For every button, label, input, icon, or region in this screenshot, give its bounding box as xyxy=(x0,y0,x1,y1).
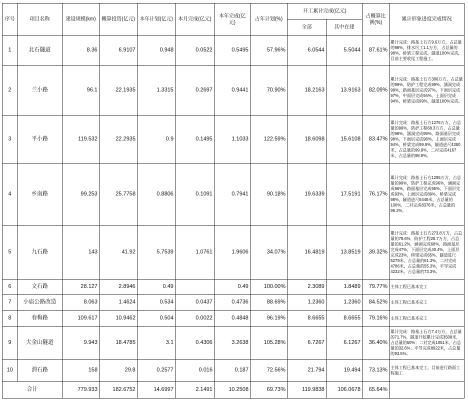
month-done-cell: 1.0761 xyxy=(175,225,214,279)
year-plan-cell: 14.6997 xyxy=(137,381,175,398)
year-done-cell: 10.2508 xyxy=(214,381,250,398)
header-cumulative-total: 全部 xyxy=(287,19,326,35)
project-name-cell: 文石路 xyxy=(17,279,62,294)
budget-cell: 10.9462 xyxy=(99,310,137,326)
progress-cell xyxy=(389,225,464,279)
year-plan-cell: 0.8806 xyxy=(137,163,175,225)
year-done-cell: 0.9441 xyxy=(214,65,250,115)
header-seq: 序号 xyxy=(2,3,17,35)
progress-cell xyxy=(389,163,464,225)
cumulative-total-cell: 119.9838 xyxy=(287,381,326,398)
table-body xyxy=(2,35,464,381)
table-row xyxy=(2,225,464,279)
plan-ratio-cell: 70.90% xyxy=(250,65,287,115)
cumulative-building-cell: 106.0678 xyxy=(326,381,362,398)
plan-ratio-cell: 90.18% xyxy=(250,163,287,225)
scale-cell: 28.127 xyxy=(62,279,99,294)
progress-text: 主体工程已基本完工 xyxy=(390,316,428,321)
budget-ratio-cell: 39.32% xyxy=(362,225,389,279)
budget-cell: 1.4624 xyxy=(99,294,137,310)
cumulative-total-cell: 1.2360 xyxy=(287,294,326,310)
budget-ratio-cell: 84.52% xyxy=(362,294,389,310)
progress-cell xyxy=(389,294,464,310)
project-name-cell: 大金山隧道 xyxy=(17,326,62,359)
table-row xyxy=(2,359,464,381)
cumulative-total-cell: 6.0544 xyxy=(287,35,326,65)
total-row xyxy=(2,381,464,398)
year-plan-cell: 5.7539 xyxy=(137,225,175,279)
progress-text: 主体工程已基本完工 xyxy=(390,300,428,305)
seq-cell: 8 xyxy=(2,310,17,326)
plan-ratio-cell: 105.28% xyxy=(250,326,287,359)
scale-cell: 158 xyxy=(62,359,99,381)
plan-ratio-cell: 88.69% xyxy=(250,294,287,310)
progress-cell xyxy=(389,115,464,163)
scale-cell: 143 xyxy=(62,225,99,279)
cumulative-total-cell: 2.3089 xyxy=(287,279,326,294)
header-scale: 建设规模(km) xyxy=(62,3,99,35)
progress-cell xyxy=(389,381,464,398)
year-plan-cell: 0.504 xyxy=(137,310,175,326)
year-plan-cell: 0.49 xyxy=(137,279,175,294)
month-done-cell: 2.1491 xyxy=(175,381,214,398)
year-plan-cell: 0.948 xyxy=(137,35,175,65)
scale-cell: 8.063 xyxy=(62,294,99,310)
header-cumulative-building: 其中在建 xyxy=(326,19,362,35)
year-done-cell: 0.4736 xyxy=(214,294,250,310)
seq-cell: 6 xyxy=(2,279,17,294)
budget-cell: 22.1935 xyxy=(99,65,137,115)
seq-cell: 1 xyxy=(2,35,17,65)
scale-cell: 9.943 xyxy=(62,326,99,359)
cumulative-total-cell: 6.7267 xyxy=(287,326,326,359)
progress-cell xyxy=(389,279,464,294)
month-done-cell: 0.1091 xyxy=(175,163,214,225)
month-done-cell: 0.0522 xyxy=(175,35,214,65)
budget-cell: 6.9107 xyxy=(99,35,137,65)
cumulative-building-cell: 17.5191 xyxy=(326,163,362,225)
seq-cell: 3 xyxy=(2,115,17,163)
seq-cell: 10 xyxy=(2,359,17,381)
year-plan-cell: 0.9 xyxy=(137,115,175,163)
budget-ratio-cell: 36.40% xyxy=(362,326,389,359)
cumulative-building-cell: 13.8519 xyxy=(326,225,362,279)
scale-cell: 99.253 xyxy=(62,163,99,225)
cumulative-building-cell: 6.1267 xyxy=(326,326,362,359)
year-plan-cell: 0.2577 xyxy=(137,359,175,381)
table-row xyxy=(2,115,464,163)
month-done-cell xyxy=(175,279,214,294)
budget-cell: 18.4785 xyxy=(99,326,137,359)
cumulative-building-cell: 15.6108 xyxy=(326,115,362,163)
budget-ratio-cell: 79.77% xyxy=(362,279,389,294)
progress-text: 累计完成：路基土石方9.6万方，占总量的98%，排水圬工1.1万方，占总量的98%，桥梁工程完成，隧道100%完成，目前主要收尾工程施工。 xyxy=(390,39,463,61)
progress-text: 累计完成：路基土石方273.8万方，占总量的78.6%，防护工程28.7万方，占总量的61.2%，涵洞完成68%，路面基层完成47%，下面层完成40.4%，上面层完成23%，桥梁完成65%，隧道进尺5279米，占总量的61.3%，二衬完成4786米，占总量的55.3%，平导完成4232米，占总量的73.3%。 xyxy=(390,230,463,274)
progress-cell xyxy=(389,326,464,359)
plan-ratio-cell: 72.56% xyxy=(250,359,287,381)
budget-cell: 2.8946 xyxy=(99,279,137,294)
seq-cell: 7 xyxy=(2,294,17,310)
seq-cell: 4 xyxy=(2,163,17,225)
progress-text: 累计完成：路基土石方306万方，占总量的99%，防护工程完成99%，涵洞完成99%，路面基层完成97%，下面层完成97%，中面层完成94%，上面层完成94%，桥梁完成99%，隧道100%完成。 xyxy=(390,77,463,104)
plan-ratio-cell: 122.59% xyxy=(250,115,287,163)
budget-ratio-cell: 65.64% xyxy=(362,381,389,398)
year-done-cell: 0.187 xyxy=(214,359,250,381)
header-project-name: 项目名称 xyxy=(17,3,62,35)
progress-cell xyxy=(389,65,464,115)
cumulative-total-cell: 19.6339 xyxy=(287,163,326,225)
progress-cell xyxy=(389,359,464,381)
table-row xyxy=(2,279,464,294)
budget-cell: 22.2935 xyxy=(99,115,137,163)
year-done-cell: 1.9606 xyxy=(214,225,250,279)
progress-cell xyxy=(389,35,464,65)
header-progress: 累计形象进度完成情况 xyxy=(389,3,464,35)
budget-cell: 25.7758 xyxy=(99,163,137,225)
year-done-cell: 0.4848 xyxy=(214,310,250,326)
plan-ratio-cell: 34.07% xyxy=(250,225,287,279)
header-budget-ratio: 占概算比例(%) xyxy=(362,3,389,35)
year-done-cell: 1.1033 xyxy=(214,115,250,163)
budget-cell: 41.92 xyxy=(99,225,137,279)
seq-cell: 5 xyxy=(2,225,17,279)
project-progress-table xyxy=(2,3,465,399)
plan-ratio-cell: 100.00% xyxy=(250,279,287,294)
scale-cell: 779.933 xyxy=(62,381,99,398)
progress-cell xyxy=(389,310,464,326)
header-month-done: 本月完成(亿元) xyxy=(175,3,214,35)
year-plan-cell: 0.534 xyxy=(137,294,175,310)
project-name-cell: 平小路 xyxy=(17,115,62,163)
project-name-cell: 兰小路 xyxy=(17,65,62,115)
scale-cell: 96.1 xyxy=(62,65,99,115)
budget-ratio-cell: 79.16% xyxy=(362,310,389,326)
project-name-cell: 九石路 xyxy=(17,225,62,279)
year-plan-cell: 3.1 xyxy=(137,326,175,359)
budget-ratio-cell: 76.17% xyxy=(362,163,389,225)
budget-ratio-cell: 83.47% xyxy=(362,115,389,163)
table-row xyxy=(2,310,464,326)
progress-text: 累计完成：路基土石方7.4万方，占总量的71.7%，隧道开挖累计完成3508米，占总量的50%；二衬完成1051米，占总量的32.6%；平导完成8922米，占总量的93.5%。 xyxy=(390,329,462,356)
month-done-cell: 0.2697 xyxy=(175,65,214,115)
budget-ratio-cell: 82.09% xyxy=(362,65,389,115)
table-row xyxy=(2,163,464,225)
month-done-cell: 0.0437 xyxy=(175,294,214,310)
cumulative-total-cell: 18.6098 xyxy=(287,115,326,163)
seq-cell: 2 xyxy=(2,65,17,115)
cumulative-total-cell: 8.6655 xyxy=(287,310,326,326)
scale-cell: 119.532 xyxy=(62,115,99,163)
cumulative-building-cell: 19.494 xyxy=(326,359,362,381)
year-plan-cell: 1.3315 xyxy=(137,65,175,115)
scale-cell: 109.617 xyxy=(62,310,99,326)
project-name-cell: 乡南路 xyxy=(17,163,62,225)
header-cumulative: 开工累计完成(亿元) xyxy=(287,3,362,19)
cumulative-building-cell: 1.8489 xyxy=(326,279,362,294)
year-done-cell: 0.7941 xyxy=(214,163,250,225)
progress-text: 累计完成：路基土石方1276万方，占总量的99%，防护工程68.3万方，占总量的98%，涵洞完成99%，路面基层完成98%，下面层完成98%，上面层完成94%，桥梁完成99.9%，隧道进尺4380米，占总量的99.9%，二衬完成4167米，占总量的98.9%。 xyxy=(390,120,462,158)
table-row xyxy=(2,326,464,359)
budget-cell: 182.6752 xyxy=(99,381,137,398)
year-done-cell: 0.49 xyxy=(214,279,250,294)
header-plan-ratio: 占年计划(%) xyxy=(250,3,287,35)
cumulative-building-cell: 8.6655 xyxy=(326,310,362,326)
scale-cell: 8.36 xyxy=(62,35,99,65)
plan-ratio-cell: 69.73% xyxy=(250,381,287,398)
month-done-cell: 0.016 xyxy=(175,359,214,381)
year-done-cell: 0.5495 xyxy=(214,35,250,65)
cumulative-total-cell: 21.794 xyxy=(287,359,326,381)
table-row xyxy=(2,35,464,65)
project-name-cell: 北石隧道 xyxy=(17,35,62,65)
project-name-cell: 小庙公路改造 xyxy=(17,294,62,310)
header-year-plan: 本年计划(亿元) xyxy=(137,3,175,35)
seq-cell: 9 xyxy=(2,326,17,359)
cumulative-total-cell: 18.2163 xyxy=(287,65,326,115)
progress-text: 主体工程已基本完工 xyxy=(390,284,428,289)
cumulative-total-cell: 16.4819 xyxy=(287,225,326,279)
month-done-cell: 0.1495 xyxy=(175,115,214,163)
plan-ratio-cell: 96.19% xyxy=(250,310,287,326)
project-name-cell: 春梅路 xyxy=(17,310,62,326)
progress-text: 累计完成：路基土石方1295万方，占总量的99%，防护工程完成96%，涵洞完成96%，路面基层完成95%，下面层完成93%，上面层完成89%，桥梁完成98%，隧道进尺8448米，占总量的100%，二衬完成8376米，占总量的99.2%。 xyxy=(390,175,462,213)
progress-text: 主体工程已基本完工，目前进行路面工程施工 xyxy=(390,365,461,376)
table-row xyxy=(2,65,464,115)
table-row xyxy=(2,294,464,310)
budget-cell: 29.8 xyxy=(99,359,137,381)
budget-ratio-cell: 73.13% xyxy=(362,359,389,381)
cumulative-building-cell: 1.2360 xyxy=(326,294,362,310)
plan-ratio-cell: 57.96% xyxy=(250,35,287,65)
cumulative-building-cell: 13.9163 xyxy=(326,65,362,115)
header-year-done: 本年完成(亿元) xyxy=(214,3,250,35)
year-done-cell: 3.2638 xyxy=(214,326,250,359)
budget-ratio-cell: 87.61% xyxy=(362,35,389,65)
total-label: 合计 xyxy=(2,381,62,398)
month-done-cell: 0.4306 xyxy=(175,326,214,359)
project-name-cell: 渭石路 xyxy=(17,359,62,381)
header-row xyxy=(2,3,464,19)
cumulative-building-cell: 5.5044 xyxy=(326,35,362,65)
month-done-cell: 0.0022 xyxy=(175,310,214,326)
header-budget: 概算投资(亿元) xyxy=(99,3,137,35)
